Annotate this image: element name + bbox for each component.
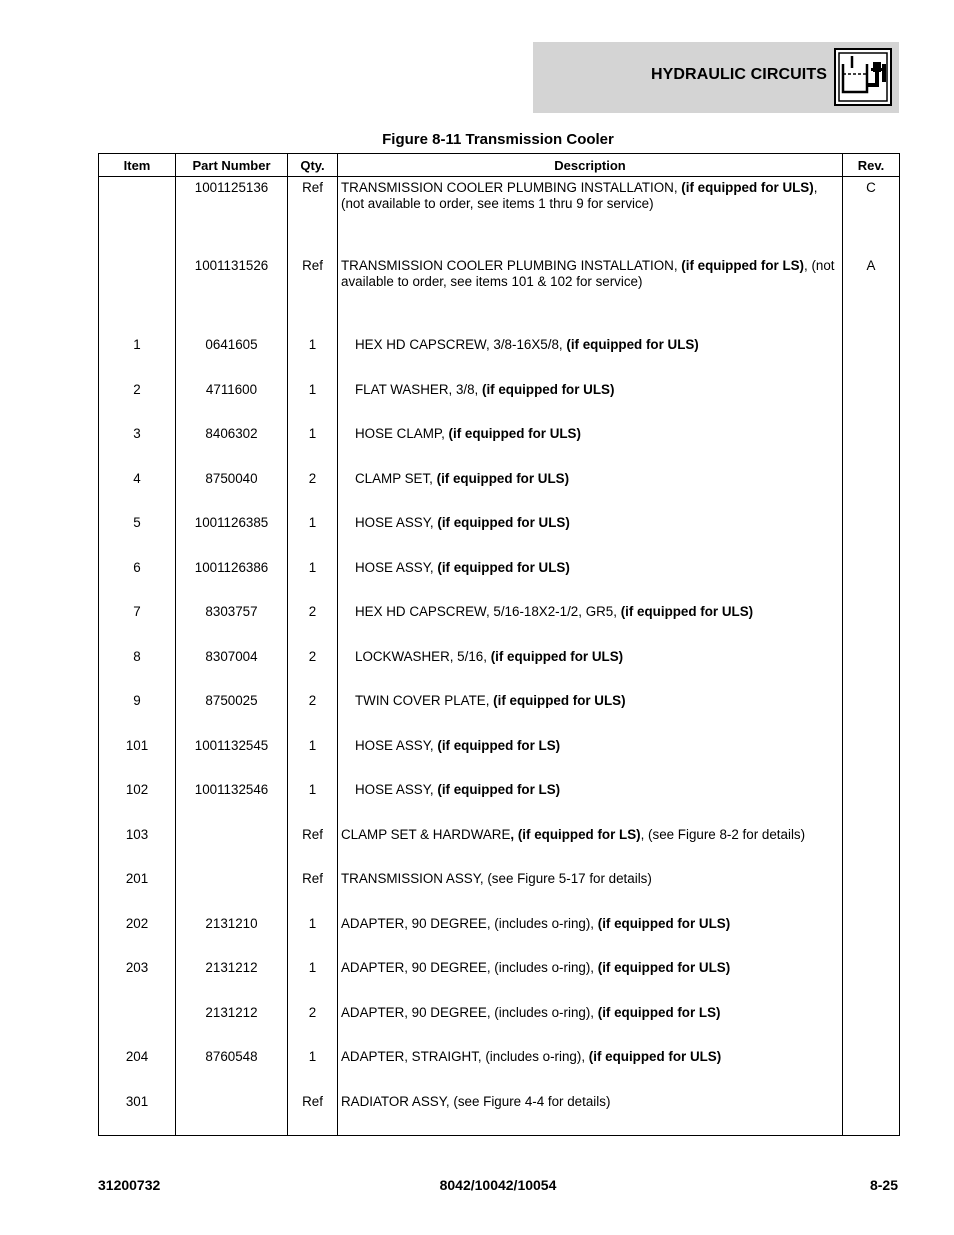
- description-condition-text: (if equipped for ULS): [597, 915, 731, 931]
- table-row: [99, 1001, 900, 1046]
- item-number-cell: 103: [99, 823, 176, 868]
- table-row: [99, 378, 900, 423]
- table-header-row: [99, 154, 900, 177]
- revision-cell: [843, 867, 900, 912]
- item-number-cell: 6: [99, 556, 176, 601]
- description-cell: [338, 600, 843, 645]
- description-text: HEX HD CAPSCREW, 5/16-18X2-1/2, GR5,: [355, 604, 621, 620]
- part-number-cell: 2131212: [176, 956, 288, 1001]
- item-number-cell: 5: [99, 511, 176, 556]
- part-number-cell: 8406302: [176, 422, 288, 467]
- description-condition-text: (if equipped for ULS): [566, 337, 699, 353]
- part-number-cell: 8760548: [176, 1045, 288, 1090]
- revision-cell: [843, 600, 900, 645]
- revision-cell: [843, 1001, 900, 1046]
- item-number-cell: 7: [99, 600, 176, 645]
- description-text: ADAPTER, STRAIGHT, (includes o-ring),: [341, 1049, 589, 1065]
- description-text: RADIATOR ASSY, (see Figure 4-4 for details): [341, 1093, 611, 1109]
- description-cell: [338, 912, 843, 957]
- item-number-cell: 204: [99, 1045, 176, 1090]
- table-row: [99, 689, 900, 734]
- description-condition-text: (if equipped for ULS): [681, 180, 814, 195]
- item-number-cell: 8: [99, 645, 176, 690]
- figure-title: Figure 8-11 Transmission Cooler: [382, 131, 614, 148]
- section-title: HYDRAULIC CIRCUITS: [650, 66, 827, 83]
- description-condition-text: (if equipped for ULS): [588, 1049, 722, 1065]
- description-cell: [338, 645, 843, 690]
- part-number-cell: 1001131526: [176, 255, 288, 333]
- parts-table: [98, 153, 900, 1136]
- table-row: [99, 1045, 900, 1090]
- table-row: [99, 867, 900, 912]
- table-row: [99, 600, 900, 645]
- description-text: LOCKWASHER, 5/16,: [355, 648, 491, 664]
- quantity-cell: 1: [288, 734, 338, 779]
- table-row: [99, 333, 900, 378]
- quantity-cell: Ref: [288, 255, 338, 333]
- description-text: CLAMP SET,: [355, 470, 437, 486]
- part-number-cell: [176, 1090, 288, 1135]
- table-row: [99, 1090, 900, 1135]
- item-number-cell: 101: [99, 734, 176, 779]
- part-number-cell: [176, 867, 288, 912]
- description-cell: [338, 823, 843, 868]
- description-condition-text: (if equipped for ULS): [620, 604, 754, 620]
- description-text: TRANSMISSION ASSY, (see Figure 5-17 for details): [341, 871, 652, 887]
- description-cell: [338, 422, 843, 467]
- quantity-cell: 2: [288, 645, 338, 690]
- description-condition-text: (if equipped for LS): [681, 258, 805, 274]
- description-text: ADAPTER, 90 DEGREE, (includes o-ring),: [341, 960, 598, 976]
- part-number-cell: 2131212: [176, 1001, 288, 1046]
- part-number-cell: 1001126385: [176, 511, 288, 556]
- part-number-cell: 2131210: [176, 912, 288, 957]
- table-row: [99, 467, 900, 512]
- item-number-cell: [99, 1001, 176, 1046]
- part-number-cell: 1001132546: [176, 778, 288, 823]
- footer-page-number: 8-25: [869, 1177, 898, 1193]
- description-text: ADAPTER, 90 DEGREE, (includes o-ring),: [341, 915, 598, 931]
- item-number-cell: [99, 177, 176, 256]
- description-text: HOSE ASSY,: [355, 559, 438, 575]
- description-text: ADAPTER, 90 DEGREE, (includes o-ring),: [341, 1004, 598, 1020]
- description-text: CLAMP SET & HARDWARE: [341, 826, 511, 842]
- column-header-part-number: Part Number: [176, 154, 288, 177]
- table-row: [99, 422, 900, 467]
- table-row: [99, 778, 900, 823]
- table-filler-row: [99, 1134, 900, 1135]
- revision-cell: [843, 333, 900, 378]
- description-cell: [338, 778, 843, 823]
- description-condition-text: (if equipped for LS): [597, 1004, 721, 1020]
- description-condition-text: (if equipped for LS): [437, 782, 561, 798]
- description-condition-text: (if equipped for ULS): [493, 693, 626, 709]
- description-condition-text: , (if equipped for LS): [510, 826, 641, 842]
- description-cell: [338, 255, 843, 333]
- item-number-cell: 201: [99, 867, 176, 912]
- revision-cell: [843, 1090, 900, 1135]
- table-row: [99, 645, 900, 690]
- description-cell: [338, 556, 843, 601]
- description-cell: [338, 867, 843, 912]
- revision-cell: A: [843, 255, 900, 333]
- item-number-cell: 202: [99, 912, 176, 957]
- description-text: TRANSMISSION COOLER PLUMBING INSTALLATION,: [341, 258, 682, 274]
- revision-cell: [843, 956, 900, 1001]
- table-row: [99, 177, 900, 256]
- description-condition-text: (if equipped for ULS): [482, 381, 615, 397]
- quantity-cell: 2: [288, 1001, 338, 1046]
- description-text: TWIN COVER PLATE,: [355, 693, 494, 709]
- table-row: [99, 956, 900, 1001]
- description-text: HEX HD CAPSCREW, 3/8-16X5/8,: [355, 337, 567, 353]
- description-text: HOSE ASSY,: [355, 515, 438, 531]
- item-number-cell: 2: [99, 378, 176, 423]
- part-number-cell: [176, 823, 288, 868]
- hydraulic-reservoir-icon: [834, 48, 892, 106]
- quantity-cell: 1: [288, 556, 338, 601]
- description-cell: [338, 1045, 843, 1090]
- part-number-cell: 8303757: [176, 600, 288, 645]
- quantity-cell: 1: [288, 511, 338, 556]
- description-cell: [338, 378, 843, 423]
- description-text: TRANSMISSION COOLER PLUMBING INSTALLATION,: [341, 180, 682, 195]
- description-cell: [338, 467, 843, 512]
- revision-cell: [843, 556, 900, 601]
- description-cell: [338, 333, 843, 378]
- quantity-cell: 1: [288, 778, 338, 823]
- column-header-item: Item: [99, 154, 176, 177]
- description-cell: [338, 956, 843, 1001]
- table-row: [99, 823, 900, 868]
- item-number-cell: 301: [99, 1090, 176, 1135]
- quantity-cell: 2: [288, 600, 338, 645]
- parts-table-body: [99, 177, 900, 1136]
- quantity-cell: 1: [288, 333, 338, 378]
- revision-cell: [843, 511, 900, 556]
- revision-cell: [843, 378, 900, 423]
- item-number-cell: 3: [99, 422, 176, 467]
- table-row: [99, 255, 900, 333]
- description-cell: [338, 511, 843, 556]
- item-number-cell: 1: [99, 333, 176, 378]
- description-text: , (not available to order, see items 1 thru 9 for service): [341, 180, 818, 211]
- table-row: [99, 511, 900, 556]
- revision-cell: [843, 689, 900, 734]
- section-header: [533, 42, 899, 113]
- revision-cell: [843, 422, 900, 467]
- item-number-cell: 203: [99, 956, 176, 1001]
- revision-cell: [843, 467, 900, 512]
- description-condition-text: (if equipped for ULS): [437, 515, 570, 531]
- item-number-cell: 4: [99, 467, 176, 512]
- revision-cell: [843, 912, 900, 957]
- part-number-cell: 0641605: [176, 333, 288, 378]
- description-cell: [338, 1090, 843, 1135]
- quantity-cell: 1: [288, 1045, 338, 1090]
- description-cell: [338, 177, 843, 256]
- revision-cell: [843, 823, 900, 868]
- item-number-cell: 102: [99, 778, 176, 823]
- quantity-cell: 1: [288, 912, 338, 957]
- column-header-qty: Qty.: [288, 154, 338, 177]
- description-condition-text: (if equipped for ULS): [490, 648, 624, 664]
- part-number-cell: 8307004: [176, 645, 288, 690]
- description-text: HOSE CLAMP,: [355, 426, 449, 442]
- revision-cell: [843, 734, 900, 779]
- description-text: , (see Figure 8-2 for details): [640, 826, 806, 842]
- quantity-cell: 2: [288, 467, 338, 512]
- column-header-description: Description: [338, 154, 843, 177]
- quantity-cell: Ref: [288, 867, 338, 912]
- revision-cell: [843, 1045, 900, 1090]
- quantity-cell: 2: [288, 689, 338, 734]
- quantity-cell: Ref: [288, 823, 338, 868]
- description-text: FLAT WASHER, 3/8,: [355, 381, 482, 397]
- description-cell: [338, 734, 843, 779]
- item-number-cell: 9: [99, 689, 176, 734]
- description-text: HOSE ASSY,: [355, 737, 438, 753]
- description-text: HOSE ASSY,: [355, 782, 438, 798]
- description-condition-text: (if equipped for LS): [437, 737, 561, 753]
- description-condition-text: (if equipped for ULS): [597, 960, 731, 976]
- table-row: [99, 556, 900, 601]
- part-number-cell: 8750025: [176, 689, 288, 734]
- revision-cell: [843, 778, 900, 823]
- quantity-cell: 1: [288, 422, 338, 467]
- description-condition-text: (if equipped for ULS): [437, 559, 570, 575]
- quantity-cell: Ref: [288, 1090, 338, 1135]
- footer-model-numbers: 8042/10042/10054: [439, 1177, 557, 1193]
- description-text: , (not available to order, see items 101 & 102 for service): [341, 258, 835, 290]
- part-number-cell: 8750040: [176, 467, 288, 512]
- description-cell: [338, 689, 843, 734]
- description-condition-text: (if equipped for ULS): [436, 470, 570, 486]
- table-row: [99, 734, 900, 779]
- description-cell: [338, 1001, 843, 1046]
- description-condition-text: (if equipped for ULS): [448, 426, 581, 442]
- revision-cell: C: [843, 177, 900, 256]
- part-number-cell: 1001126386: [176, 556, 288, 601]
- part-number-cell: 1001125136: [176, 177, 288, 256]
- table-row: [99, 912, 900, 957]
- column-header-rev: Rev.: [843, 154, 900, 177]
- item-number-cell: [99, 255, 176, 333]
- footer-document-number: 31200732: [98, 1177, 161, 1193]
- quantity-cell: 1: [288, 956, 338, 1001]
- quantity-cell: 1: [288, 378, 338, 423]
- part-number-cell: 1001132545: [176, 734, 288, 779]
- revision-cell: [843, 645, 900, 690]
- part-number-cell: 4711600: [176, 378, 288, 423]
- quantity-cell: Ref: [288, 177, 338, 256]
